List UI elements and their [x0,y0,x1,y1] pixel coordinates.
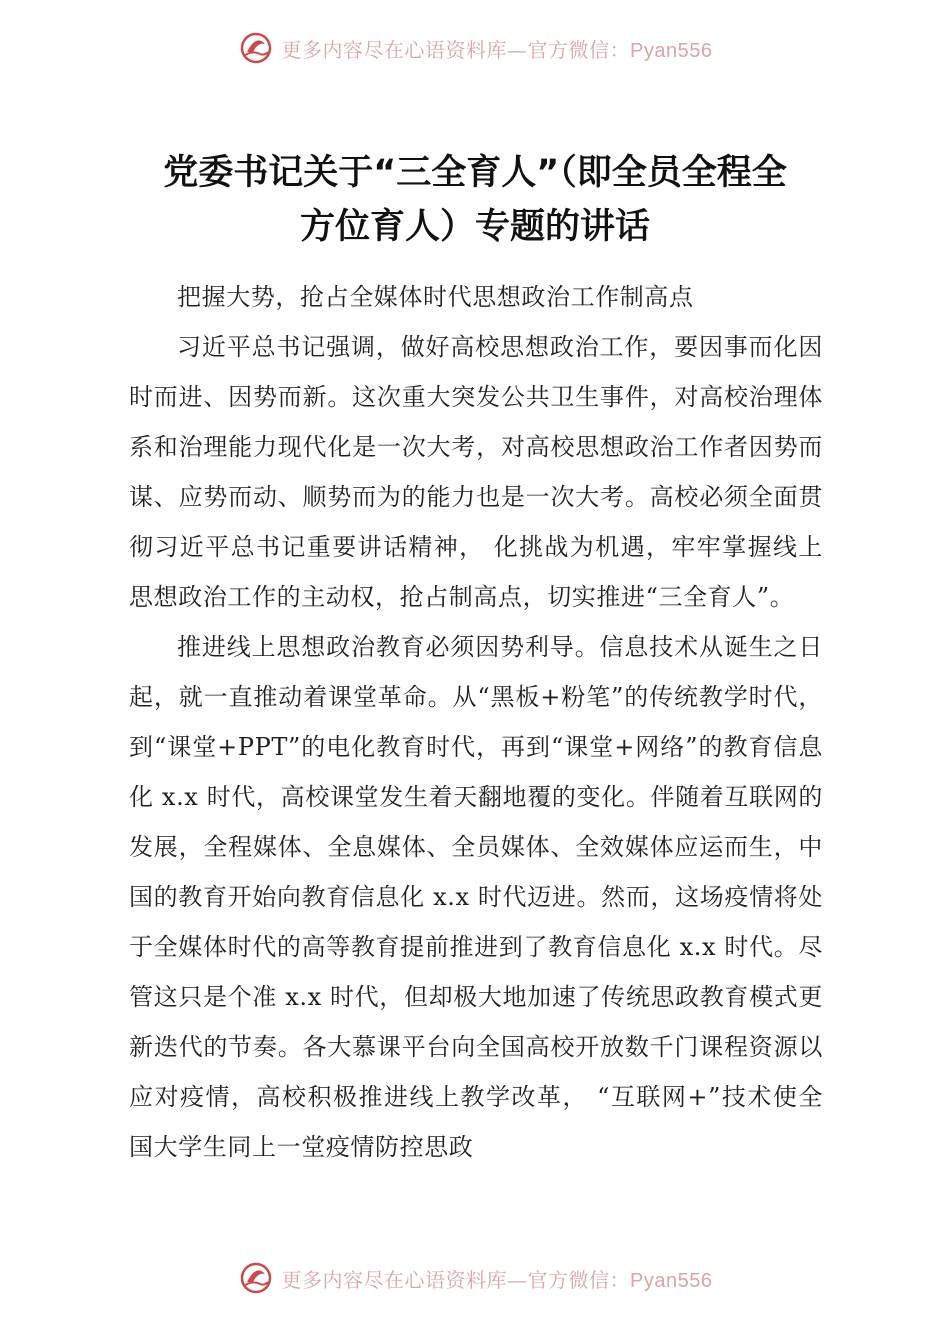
paragraph: 习近平总书记强调，做好高校思想政治工作，要因事而化因时而进、因势而新。这次重大突发公共卫生事件，对高校治理体系和治理能力现代化是一次大考，对高校思想政治工作者因势而谋、应势而动、顺势而为的能力也是一次大考。高校必须全面贯彻习近平总书记重要讲话精神， 化挑战为机遇，牢牢掌握线上思想政治工作的主动权，抢占制高点，切实推进“三全育人”。 [129,333,823,611]
wechat-id: Pyan556 [630,1269,713,1292]
banner-text: 更多内容尽在心语资料库—官方微信：Pyan556 [281,1267,713,1292]
logo-icon [238,30,274,66]
title-line-2: 方位育人）专题的讲话 [299,207,650,247]
document-body [129,272,823,1172]
logo-icon [238,1260,274,1296]
document-title [100,146,850,254]
wechat-id: Pyan556 [630,39,713,62]
section-heading: 把握大势，抢占全媒体时代思想政治工作制高点 [177,283,694,311]
footer-banner [0,1256,950,1300]
paragraph: 推进线上思想政治教育必须因势利导。信息技术从诞生之日起，就一直推动着课堂革命。从“黑板+粉笔”的传统教学时代，到“课堂+PPT”的电化教育时代，再到“课堂+网络”的教育信息化 x.x 时代，高校课堂发生着天翻地覆的变化。伴随着互联网的发展，全程媒体、全息媒体、全员媒体、全效媒体应运而生，中国的教育开始向教育信息化 x.x 时代迈进。然而，这场疫情将处于全媒体时代的高等教育提前推进到了教育信息化 x.x 时代。尽管这只是个准 x.x 时代，但却极大地加速了传统思政教育模式更新迭代的节奏。各大慕课平台向全国高校开放数千门课程资源以应对疫情，高校积极推进线上教学改革， “互联网+”技术使全国大学生同上一堂疫情防控思政 [129,633,823,1161]
header-banner [0,26,950,70]
title-line-1: 党委书记关于“三全育人”（即全员全程全 [163,153,787,193]
banner-text: 更多内容尽在心语资料库—官方微信：Pyan556 [281,37,713,62]
